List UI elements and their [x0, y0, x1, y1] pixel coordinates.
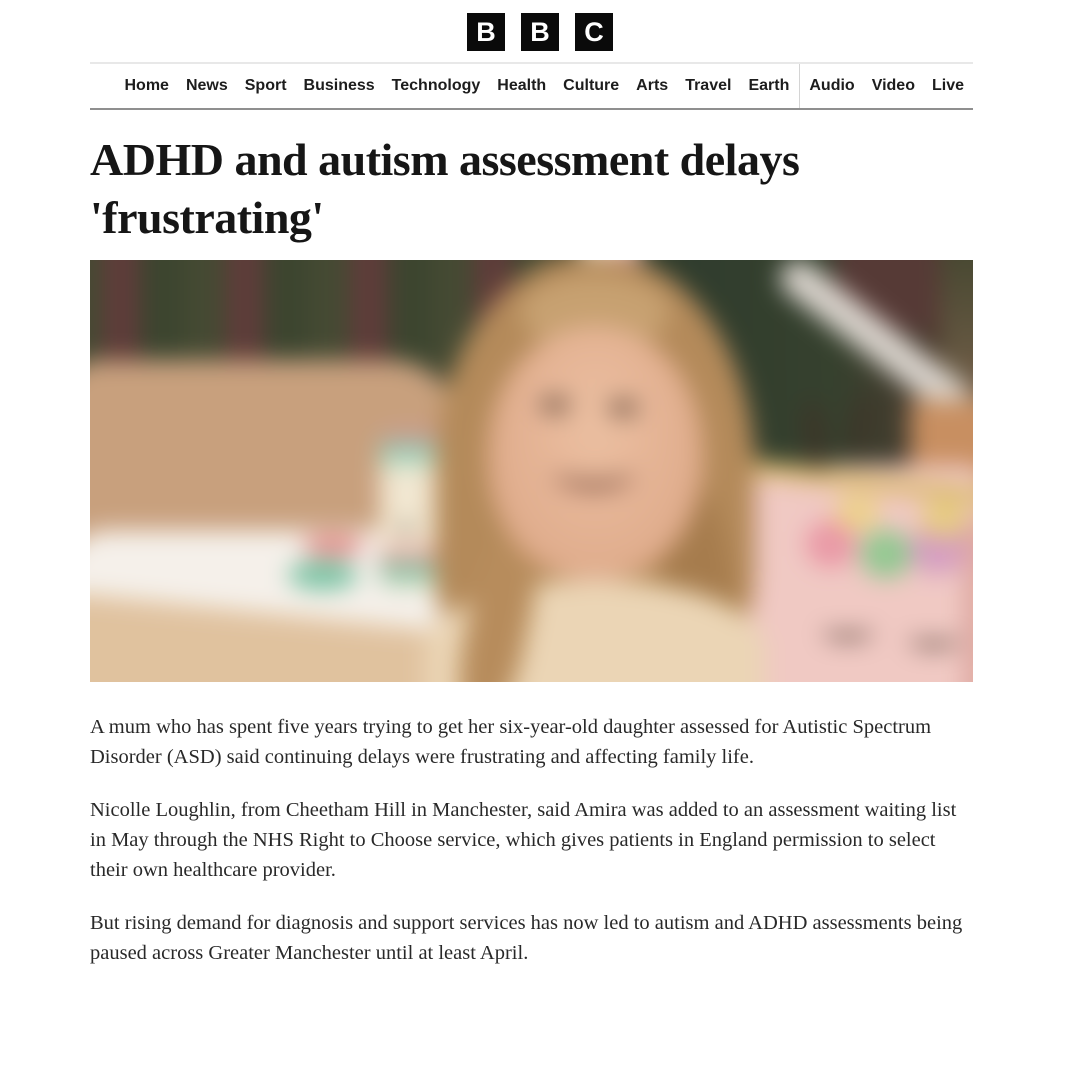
photo-cake-eyelash [908, 630, 960, 648]
photo-girl-eye [540, 398, 570, 412]
article-body [90, 712, 973, 968]
photo-cup-base [288, 560, 358, 590]
photo-cake-flower [835, 495, 880, 531]
nav-item[interactable]: Audio [809, 77, 855, 94]
photo-cake-shadow [965, 520, 973, 682]
nav-item[interactable]: Live [931, 77, 964, 94]
photo-cake-flower [920, 500, 968, 538]
nav-item[interactable]: Arts [636, 77, 669, 94]
article-paragraph: A mum who has spent five years trying to get her six-year-old daughter assessed for Autistic Spectrum Disorder (ASD) said continuing delays were frustrating and affecting family life. [90, 716, 932, 768]
photo-cup-trim [302, 535, 364, 557]
bbc-logo-block: C [575, 13, 613, 51]
nav-item[interactable]: Earth [748, 77, 790, 94]
article-paragraph: But rising demand for diagnosis and support services has now led to autism and ADHD assessments being paused across Greater Manchester until at least April. [90, 912, 963, 964]
bbc-logo-block: B [521, 13, 559, 51]
article [90, 131, 973, 968]
blurred-photo-layer [90, 260, 973, 682]
nav-item[interactable]: Technology [391, 77, 481, 94]
bbc-logo-block: B [467, 13, 505, 51]
photo-girl-smile [552, 452, 636, 490]
nav-item[interactable]: Culture [563, 77, 620, 94]
nav-item[interactable]: Sport [244, 77, 287, 94]
nav-item[interactable]: Health [497, 77, 547, 94]
nav-item[interactable]: Home [124, 77, 169, 94]
article-paragraph: Nicolle Loughlin, from Cheetham Hill in Manchester, said Amira was added to an assessment waiting list in May through the NHS Right to Choose service, which gives patients in England permission to select their own healthcare provider. [90, 799, 957, 881]
photo-cup-eye [400, 525, 412, 533]
article-image [90, 260, 973, 682]
photo-cake-flower [860, 530, 912, 578]
page-title: ADHD and autism assessment delays 'frustrating' [90, 134, 800, 243]
primary-nav [90, 62, 973, 110]
nav-item[interactable]: Video [871, 77, 915, 94]
nav-item[interactable]: News [185, 77, 228, 94]
nav-item[interactable]: Business [303, 77, 375, 94]
bbc-logo[interactable] [467, 13, 613, 51]
nav-item[interactable]: Travel [685, 77, 732, 94]
photo-girl-eye [608, 401, 638, 415]
masthead [0, 0, 1080, 62]
photo-cake-eyelash [822, 622, 874, 640]
nav-divider [799, 64, 800, 108]
